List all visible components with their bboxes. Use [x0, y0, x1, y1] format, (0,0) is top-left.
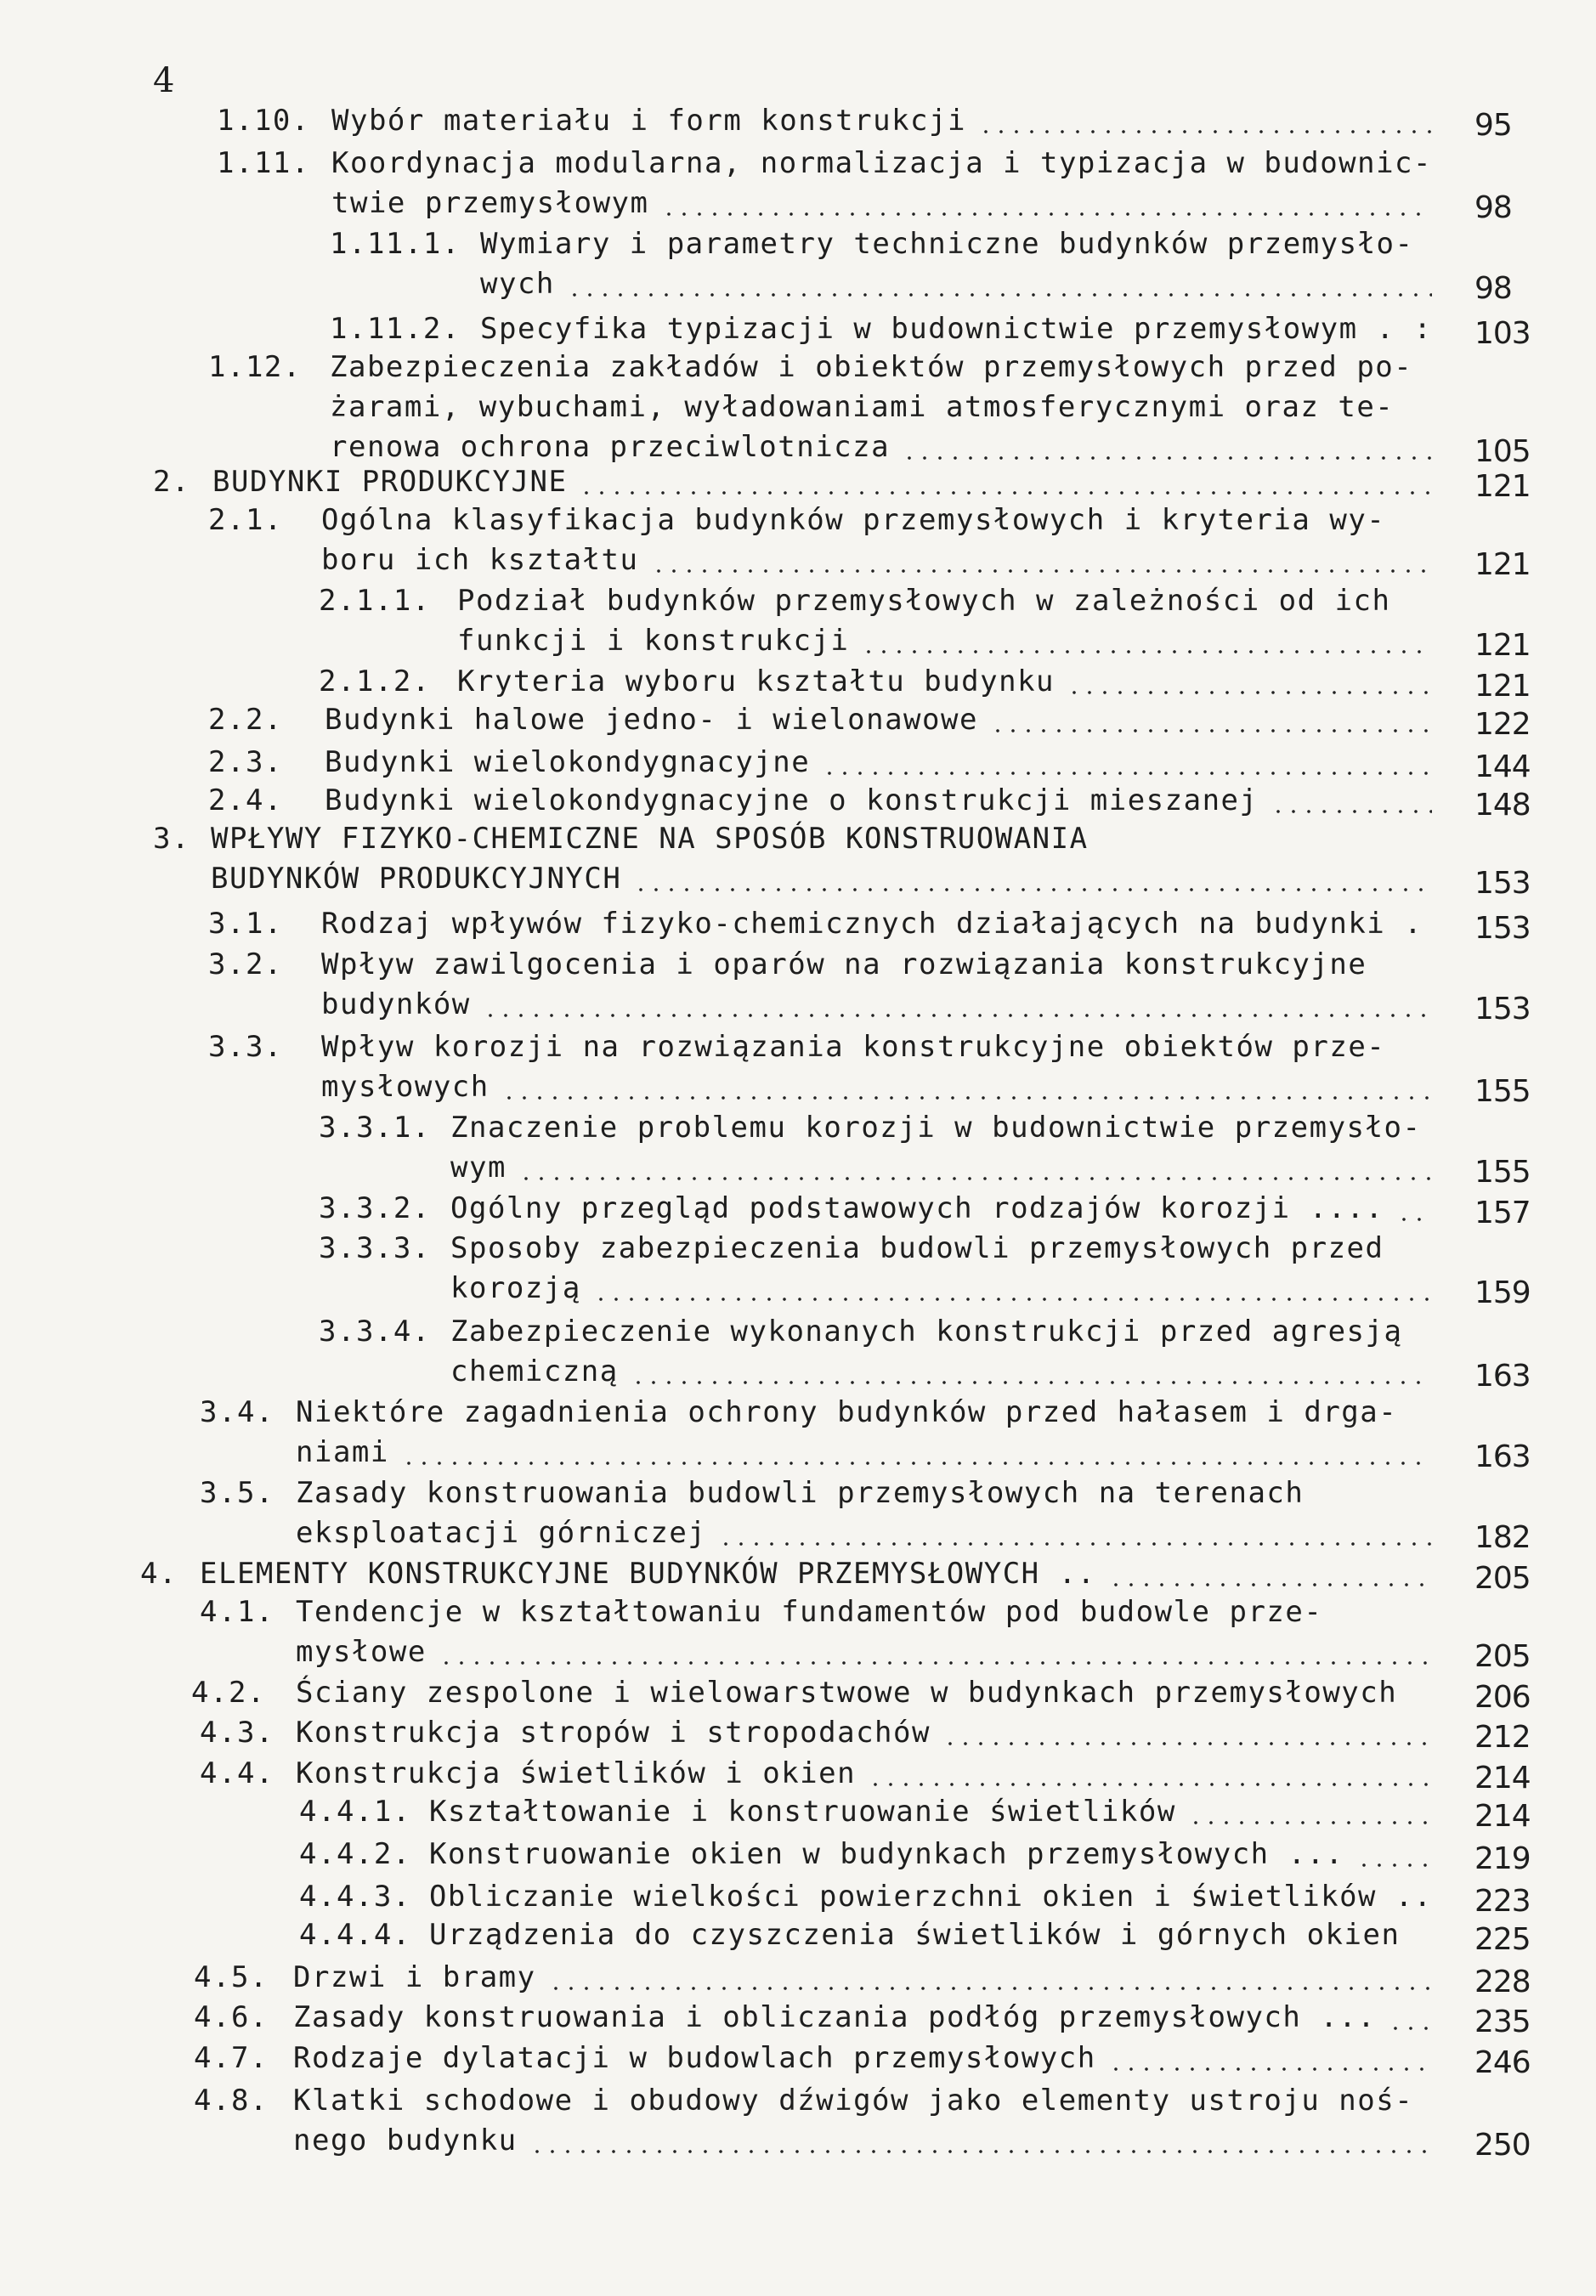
toc-entry-title-line: Wymiary i parametry techniczne budynków przemysło- — [480, 227, 1414, 261]
page-number: 4 — [153, 61, 175, 100]
toc-entry-page: 250 — [1474, 2128, 1531, 2163]
toc-entry-page: 235 — [1474, 2005, 1531, 2039]
toc-entry-number: 4.4.4. — [299, 1918, 411, 1952]
toc-entry-page: 163 — [1474, 1439, 1531, 1474]
toc-entry-number: 4.8. — [194, 2084, 269, 2118]
dot-leader — [661, 212, 1433, 216]
toc-entry-title-line: Urządzenia do czyszczenia świetlików i górnych okien — [429, 1918, 1401, 1952]
toc-entry-number: 3.2. — [208, 947, 283, 981]
dot-leader — [1396, 1218, 1433, 1221]
dot-leader — [439, 1661, 1432, 1665]
toc-entry-title-line: Rodzaj wpływów fizyko-chemicznych działających na budynki . — [321, 907, 1423, 941]
toc-entry-page: 121 — [1474, 547, 1531, 582]
toc-entry-page: 219 — [1474, 1841, 1531, 1876]
toc-entry-number: 3.4. — [200, 1395, 274, 1429]
toc-entry-title-line: Budynki wielokondygnacyjne o konstrukcji mieszanej — [325, 783, 1259, 817]
toc-entry-title-line: Sposoby zabezpieczenia budowli przemysłowych przed — [450, 1231, 1384, 1265]
toc-entry-number: 4.2. — [191, 1676, 266, 1710]
dot-leader — [861, 650, 1432, 653]
toc-entry-title-line: chemiczną — [450, 1354, 619, 1388]
toc-entry-title-line: wych — [480, 267, 555, 301]
toc-entry-title-line: żarami, wybuchami, wyładowaniami atmosferycznymi oraz te- — [330, 390, 1395, 424]
toc-entry-number: 4.4.2. — [299, 1837, 411, 1871]
toc-entry-title-line: Obliczanie wielkości powierzchni okien i świetlików .. — [429, 1880, 1433, 1914]
toc-entry-page: 121 — [1474, 469, 1531, 504]
dot-leader — [1108, 1583, 1432, 1586]
toc-entry-number: 2.4. — [208, 783, 283, 817]
toc-entry-number: 3.3.3. — [319, 1231, 431, 1265]
toc-entry-number: 2. — [153, 465, 190, 499]
toc-entry-title-line: Ogólny przegląd podstawowych rodzajów korozji .... — [450, 1191, 1384, 1225]
toc-entry-page: 98 — [1474, 271, 1512, 306]
dot-leader — [401, 1462, 1432, 1465]
toc-entry-title-line: Koordynacja modularna, normalizacja i typizacja w budownic- — [331, 146, 1432, 180]
toc-entry-title-line: Konstrukcja stropów i stropodachów — [296, 1716, 931, 1750]
dot-leader — [990, 729, 1432, 732]
dot-leader — [1067, 691, 1432, 694]
toc-entry-page: 225 — [1474, 1922, 1531, 1957]
toc-entry-title-line: Wpływ zawilgocenia i oparów na rozwiązania konstrukcyjne — [321, 947, 1367, 981]
dot-leader — [483, 1014, 1432, 1017]
toc-entry-title-line: korozją — [450, 1271, 581, 1305]
dot-leader — [1356, 1863, 1432, 1867]
toc-entry-title-line: Zabezpieczenie wykonanych konstrukcji przed agresją — [450, 1315, 1403, 1349]
toc-entry-page: 122 — [1474, 707, 1531, 742]
dot-leader — [978, 130, 1432, 133]
toc-entry-number: 4.4.1. — [299, 1795, 411, 1829]
toc-entry-number: 3.3.1. — [319, 1111, 431, 1145]
toc-entry-page: 105 — [1474, 434, 1531, 469]
toc-entry-title-line: Specyfika typizacji w budownictwie przemysłowym . : — [480, 312, 1433, 346]
toc-entry-page: 148 — [1474, 788, 1531, 823]
toc-entry-title-line: Ściany zespolone i wielowarstwowe w budynkach przemysłowych — [296, 1676, 1398, 1710]
toc-entry-title-line: Zasady konstruowania i obliczania podłóg przemysłowych ... — [293, 2000, 1377, 2034]
toc-entry-page: 153 — [1474, 911, 1531, 946]
dot-leader — [518, 1177, 1432, 1180]
dot-leader — [529, 2150, 1432, 2153]
dot-leader — [1108, 2067, 1432, 2071]
toc-entry-title-line: wym — [450, 1151, 507, 1185]
toc-entry-number: 3.3.2. — [319, 1191, 431, 1225]
dot-leader — [868, 1783, 1432, 1786]
toc-entry-title-line: Konstrukcja świetlików i okien — [296, 1756, 857, 1790]
toc-entry-title-line: Drzwi i bramy — [293, 1960, 536, 1994]
toc-entry-number: 2.2. — [208, 703, 283, 737]
toc-entry-title-line: BUDYNKÓW PRODUKCYJNYCH — [211, 862, 622, 896]
dot-leader — [822, 772, 1432, 775]
toc-entry-page: 223 — [1474, 1884, 1531, 1919]
toc-entry-page: 228 — [1474, 1965, 1531, 1999]
toc-entry-page: 206 — [1474, 1680, 1531, 1715]
toc-entry-title-line: Zasady konstruowania budowli przemysłowych na terenach — [296, 1476, 1305, 1510]
toc-entry-page: 214 — [1474, 1761, 1531, 1796]
toc-entry-title-line: Niektóre zagadnienia ochrony budynków przed hałasem i drga- — [296, 1395, 1398, 1429]
toc-entry-number: 4.3. — [200, 1716, 274, 1750]
dot-leader — [501, 1096, 1432, 1100]
toc-entry-page: 155 — [1474, 1074, 1531, 1109]
toc-entry-number: 2.1.2. — [319, 664, 431, 698]
toc-entry-page: 155 — [1474, 1155, 1531, 1190]
toc-entry-page: 153 — [1474, 992, 1531, 1026]
toc-entry-title-line: boru ich kształtu — [321, 543, 639, 577]
toc-entry-number: 4.4. — [200, 1756, 274, 1790]
toc-entry-page: 214 — [1474, 1799, 1531, 1834]
toc-entry-title-line: BUDYNKI PRODUKCYJNE — [212, 465, 568, 499]
toc-entry-number: 1.11.1. — [330, 227, 461, 261]
toc-entry-page: 205 — [1474, 1639, 1531, 1674]
toc-entry-number: 4. — [140, 1557, 178, 1591]
toc-entry-title-line: Konstruowanie okien w budynkach przemysłowych ... — [429, 1837, 1344, 1871]
toc-entry-title-line: budynków — [321, 987, 471, 1021]
dot-leader — [631, 1381, 1432, 1384]
dot-leader — [942, 1742, 1432, 1745]
dot-leader — [902, 456, 1432, 460]
dot-leader — [651, 569, 1433, 573]
toc-entry-title-line: Zabezpieczenia zakładów i obiektów przemysłowych przed po- — [330, 350, 1413, 384]
toc-entry-title-line: ELEMENTY KONSTRUKCYJNE BUDYNKÓW PRZEMYSŁOWYCH .. — [200, 1557, 1096, 1591]
toc-entry-number: 4.4.3. — [299, 1880, 411, 1914]
toc-entry-page: 157 — [1474, 1196, 1531, 1230]
toc-entry-number: 1.11.2. — [330, 312, 461, 346]
toc-entry-number: 1.10. — [217, 104, 310, 138]
toc-entry-number: 2.3. — [208, 745, 283, 779]
toc-entry-page: 159 — [1474, 1275, 1531, 1310]
toc-entry-number: 3. — [153, 822, 190, 856]
dot-leader — [633, 888, 1432, 891]
dot-leader — [579, 491, 1432, 495]
toc-entry-number: 1.11. — [217, 146, 310, 180]
toc-entry-page: 121 — [1474, 669, 1531, 704]
toc-entry-title-line: Wpływ korozji na rozwiązania konstrukcyjne obiektów prze- — [321, 1030, 1386, 1064]
toc-entry-page: 205 — [1474, 1561, 1531, 1596]
toc-entry-title-line: Znaczenie problemu korozji w budownictwie przemysło- — [450, 1111, 1422, 1145]
toc-entry-title-line: Rodzaje dylatacji w budowlach przemysłowych — [293, 2041, 1096, 2075]
toc-entry-title-line: Budynki halowe jedno- i wielonawowe — [325, 703, 978, 737]
toc-entry-number: 4.6. — [194, 2000, 269, 2034]
dot-leader — [567, 293, 1432, 297]
toc-entry-number: 4.7. — [194, 2041, 269, 2075]
toc-entry-title-line: nego budynku — [293, 2124, 518, 2157]
toc-entry-title-line: Kształtowanie i konstruowanie świetlików — [429, 1795, 1176, 1829]
toc-entry-title-line: Klatki schodowe i obudowy dźwigów jako elementy ustroju noś- — [293, 2084, 1414, 2118]
toc-entry-title-line: WPŁYWY FIZYKO-CHEMICZNE NA SPOSÓB KONSTRUOWANIA — [211, 822, 1089, 856]
toc-entry-page: 182 — [1474, 1520, 1531, 1555]
toc-entry-number: 3.3.4. — [319, 1315, 431, 1349]
toc-entry-number: 3.5. — [200, 1476, 274, 1510]
dot-leader — [548, 1987, 1432, 1990]
toc-entry-title-line: mysłowe — [296, 1635, 427, 1669]
dot-leader — [1188, 1821, 1432, 1824]
toc-entry-page: 121 — [1474, 628, 1531, 663]
dot-leader — [1271, 810, 1433, 813]
toc-entry-page: 95 — [1474, 108, 1512, 143]
dot-leader — [593, 1298, 1432, 1301]
toc-entry-page: 98 — [1474, 190, 1512, 225]
toc-entry-title-line: funkcji i konstrukcji — [457, 624, 850, 658]
toc-entry-title-line: Tendencje w kształtowaniu fundamentów pod budowle prze- — [296, 1595, 1323, 1629]
toc-entry-number: 4.5. — [194, 1960, 269, 1994]
dot-leader — [1388, 2027, 1432, 2030]
toc-entry-page: 103 — [1474, 316, 1531, 351]
toc-entry-number: 4.1. — [200, 1595, 274, 1629]
toc-entry-page: 144 — [1474, 749, 1531, 784]
toc-entry-page: 246 — [1474, 2045, 1531, 2080]
toc-entry-title-line: Budynki wielokondygnacyjne — [325, 745, 811, 779]
dot-leader — [718, 1542, 1432, 1546]
toc-entry-number: 3.3. — [208, 1030, 283, 1064]
toc-entry-number: 2.1.1. — [319, 584, 431, 618]
toc-entry-title-line: Ogólna klasyfikacja budynków przemysłowych i kryteria wy- — [321, 503, 1386, 537]
toc-entry-title-line: eksploatacji górniczej — [296, 1516, 707, 1550]
toc-entry-title-line: Podział budynków przemysłowych w zależności od ich — [457, 584, 1391, 618]
toc-entry-page: 153 — [1474, 866, 1531, 901]
toc-entry-number: 3.1. — [208, 907, 283, 941]
toc-entry-page: 212 — [1474, 1720, 1531, 1755]
toc-entry-number: 1.12. — [208, 350, 302, 384]
toc-entry-number: 2.1. — [208, 503, 283, 537]
toc-entry-title-line: Kryteria wyboru kształtu budynku — [457, 664, 1056, 698]
toc-entry-page: 163 — [1474, 1359, 1531, 1394]
toc-entry-title-line: niami — [296, 1435, 389, 1469]
toc-entry-title-line: renowa ochrona przeciwlotnicza — [330, 430, 891, 464]
toc-entry-title-line: mysłowych — [321, 1070, 490, 1104]
toc-entry-title-line: Wybór materiału i form konstrukcji — [331, 104, 966, 138]
toc-entry-title-line: twie przemysłowym — [331, 186, 649, 220]
